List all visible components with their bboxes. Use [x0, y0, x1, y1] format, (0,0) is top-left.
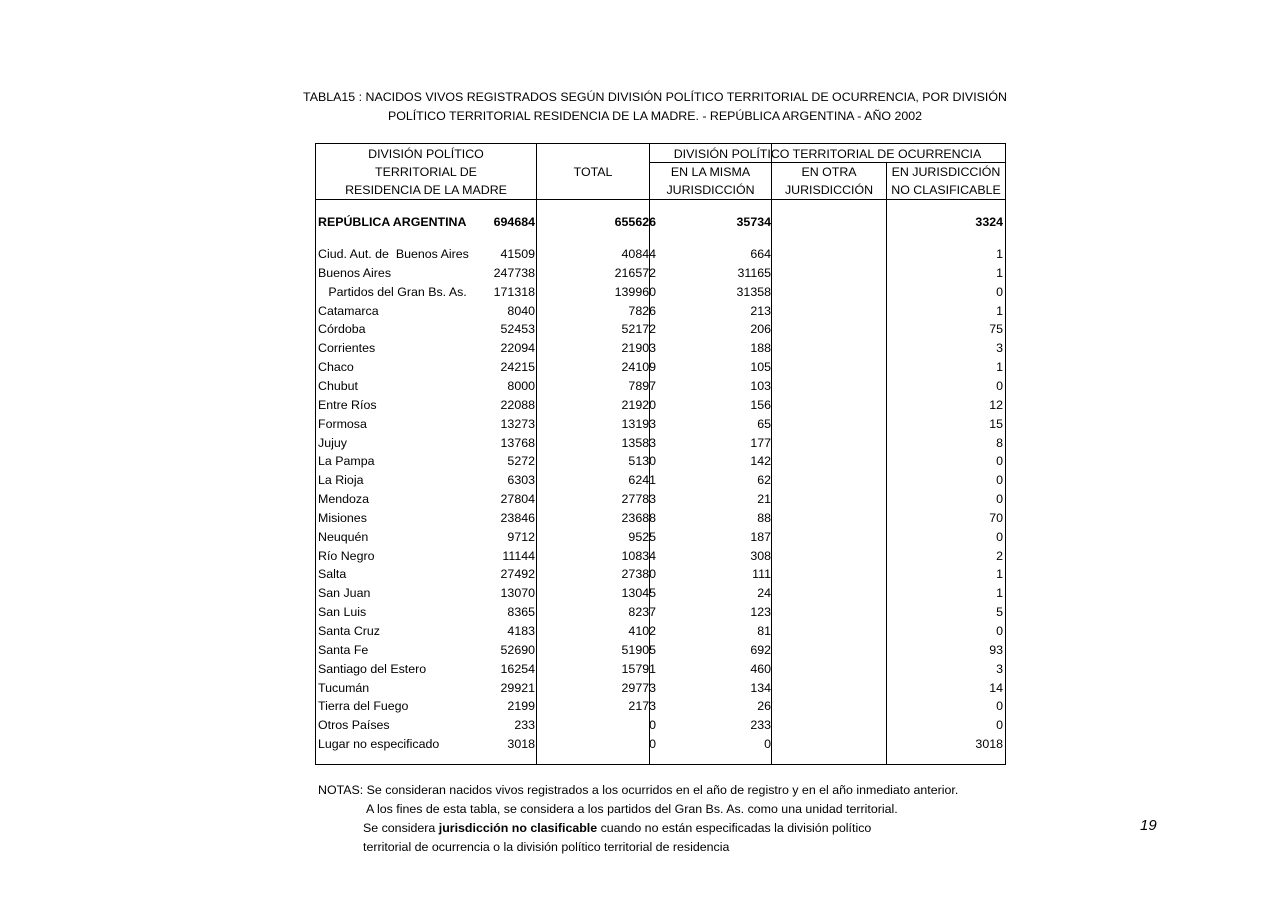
table-row — [316, 471, 1005, 490]
header-ocurrencia-group: DIVISIÓN POLÍTICO TERRITORIAL DE OCURRENCIA — [673, 147, 982, 161]
table-row — [316, 603, 1005, 622]
table-title — [290, 88, 1020, 126]
header-bottom-divider — [316, 199, 1005, 200]
table-row — [316, 528, 1005, 547]
cell-no-clasificable: 1 — [996, 567, 1003, 582]
cell-no-clasificable: 3018 — [975, 737, 1003, 752]
cell-total: 6303 — [507, 473, 535, 488]
table-row — [316, 622, 1005, 641]
cell-no-clasificable: 14 — [989, 680, 1003, 695]
table-row — [316, 565, 1005, 584]
cell-otra-jurisdiccion: 31165 — [737, 265, 771, 280]
cell-total: 13768 — [500, 435, 535, 450]
cell-misma-jurisdiccion: 0 — [649, 737, 656, 752]
total-row — [316, 213, 1005, 232]
cell-no-clasificable: 2 — [996, 548, 1003, 563]
cell-otra-jurisdiccion: 213 — [750, 303, 771, 318]
row-name: Mendoza — [318, 492, 369, 507]
cell-total: 4183 — [507, 624, 535, 638]
table-row — [316, 283, 1005, 302]
cell-otra-jurisdiccion: 188 — [750, 341, 771, 356]
cell-misma-jurisdiccion: 13583 — [621, 435, 656, 450]
cell-total: 22094 — [500, 341, 535, 356]
cell-misma-jurisdiccion: 5130 — [628, 454, 656, 469]
table-row — [316, 358, 1005, 377]
table-row — [316, 377, 1005, 396]
table-row — [316, 415, 1005, 434]
cell-total: 24215 — [500, 360, 535, 375]
cell-otra-jurisdiccion: 65 — [757, 416, 771, 431]
cell-otra-jurisdiccion: 103 — [750, 378, 771, 393]
table-row — [316, 509, 1005, 528]
cell-total: 694684 — [493, 215, 535, 229]
cell-total: 5272 — [507, 454, 535, 469]
cell-otra-jurisdiccion: 31358 — [736, 284, 771, 299]
cell-total: 13273 — [500, 416, 535, 431]
cell-no-clasificable: 1 — [996, 360, 1003, 375]
row-name: San Luis — [318, 605, 367, 620]
cell-total: 247738 — [493, 265, 535, 280]
cell-total: 3018 — [507, 737, 535, 752]
cell-misma-jurisdiccion: 7826 — [628, 303, 656, 318]
cell-otra-jurisdiccion: 692 — [750, 642, 771, 657]
cell-total: 11144 — [502, 548, 535, 563]
row-name: Otros Países — [318, 718, 390, 733]
cell-misma-jurisdiccion: 13045 — [621, 586, 656, 601]
header-residence: DIVISIÓN POLÍTICO TERRITORIAL DE RESIDENCIA DE LA MADRE — [345, 147, 507, 197]
table-row — [316, 339, 1005, 358]
cell-otra-jurisdiccion: 308 — [750, 548, 771, 563]
cell-otra-jurisdiccion: 62 — [757, 473, 771, 488]
cell-misma-jurisdiccion: 52172 — [621, 322, 656, 337]
row-name: REPÚBLICA ARGENTINA — [318, 215, 467, 229]
row-name: Tucumán — [318, 680, 370, 695]
cell-no-clasificable: 1 — [996, 586, 1003, 601]
cell-otra-jurisdiccion: 142 — [750, 454, 771, 469]
cell-total: 29921 — [500, 680, 535, 695]
table-row — [316, 264, 1005, 283]
table-row — [316, 452, 1005, 471]
cell-no-clasificable: 8 — [996, 435, 1003, 450]
cell-otra-jurisdiccion: 233 — [750, 718, 771, 733]
header-otra-jurisdiccion: EN OTRA JURISDICCIÓN — [784, 165, 874, 197]
table-row — [316, 434, 1005, 453]
cell-total: 52690 — [500, 642, 535, 657]
cell-no-clasificable: 3324 — [975, 215, 1003, 229]
cell-otra-jurisdiccion: 88 — [757, 510, 771, 525]
cell-no-clasificable: 1 — [996, 247, 1003, 261]
cell-no-clasificable: 0 — [996, 624, 1003, 638]
row-name: Corrientes — [318, 341, 376, 356]
cell-total: 8040 — [507, 303, 535, 318]
page-number: 19 — [1140, 817, 1157, 834]
cell-total: 9712 — [507, 529, 535, 544]
cell-otra-jurisdiccion: 664 — [750, 247, 771, 261]
table-row — [316, 716, 1005, 735]
cell-misma-jurisdiccion: 9525 — [628, 529, 656, 544]
cell-no-clasificable: 75 — [989, 322, 1003, 337]
row-name: Partidos del Gran Bs. As. — [318, 284, 467, 299]
cell-total: 16254 — [500, 661, 535, 676]
cell-otra-jurisdiccion: 156 — [750, 397, 771, 412]
cell-misma-jurisdiccion: 13193 — [621, 416, 656, 431]
data-table — [315, 143, 1006, 765]
row-name: Buenos Aires — [318, 265, 392, 280]
row-name: Santiago del Estero — [318, 661, 427, 676]
cell-otra-jurisdiccion: 35734 — [736, 215, 771, 229]
row-name: Santa Cruz — [318, 624, 380, 638]
cell-total: 27492 — [500, 567, 535, 582]
table-row — [316, 735, 1005, 754]
row-name: La Pampa — [318, 454, 375, 469]
row-name: Formosa — [318, 416, 367, 431]
note-line-2: A los fines de esta tabla, se considera a los partidos del Gran Bs. As. como una unidad territorial. — [366, 802, 898, 816]
cell-misma-jurisdiccion: 2173 — [628, 699, 656, 714]
title-line-2: POLÍTICO TERRITORIAL RESIDENCIA DE LA MADRE. - REPÚBLICA ARGENTINA - AÑO 2002 — [387, 109, 923, 123]
table-row — [316, 679, 1005, 698]
cell-otra-jurisdiccion: 134 — [750, 680, 771, 695]
row-name: Córdoba — [318, 322, 366, 337]
cell-misma-jurisdiccion: 216572 — [614, 265, 656, 280]
header-no-clasificable: EN JURISDICCIÓN NO CLASIFICABLE — [891, 165, 1001, 197]
row-name: Misiones — [318, 510, 367, 525]
row-name: Tierra del Fuego — [318, 699, 409, 714]
cell-misma-jurisdiccion: 29773 — [621, 680, 656, 695]
cell-no-clasificable: 0 — [996, 529, 1003, 544]
note-line-1: NOTAS: Se consideran nacidos vivos registrados a los ocurridos en el año de registro y en el año inmediato anterior. — [318, 783, 959, 797]
cell-otra-jurisdiccion: 26 — [757, 699, 771, 714]
cell-otra-jurisdiccion: 187 — [750, 529, 771, 544]
header-misma-jurisdiccion: EN LA MISMA JURISDICCIÓN — [666, 165, 755, 197]
row-name: Chubut — [318, 378, 358, 393]
cell-total: 22088 — [500, 397, 535, 412]
note-line-4: territorial de ocurrencia o la división político territorial de residencia — [363, 840, 730, 854]
note-line-3: Se considera jurisdicción no clasificable cuando no están especificadas la división político — [363, 821, 872, 835]
table-row — [316, 396, 1005, 415]
cell-misma-jurisdiccion: 21903 — [621, 341, 656, 356]
row-name: Santa Fe — [318, 642, 369, 657]
cell-otra-jurisdiccion: 24 — [757, 586, 771, 601]
row-name: Neuquén — [318, 529, 369, 544]
cell-total: 13070 — [500, 586, 535, 601]
cell-no-clasificable: 0 — [996, 378, 1003, 393]
cell-otra-jurisdiccion: 206 — [750, 322, 771, 337]
cell-misma-jurisdiccion: 4102 — [628, 624, 656, 638]
row-name: Jujuy — [318, 435, 347, 450]
cell-total: 52453 — [500, 322, 535, 337]
cell-no-clasificable: 15 — [989, 416, 1003, 431]
cell-no-clasificable: 93 — [989, 642, 1003, 657]
row-name: San Juan — [318, 586, 371, 601]
row-name: Lugar no especificado — [318, 737, 440, 752]
cell-misma-jurisdiccion: 8237 — [628, 605, 656, 620]
cell-misma-jurisdiccion: 6241 — [628, 473, 656, 488]
cell-misma-jurisdiccion: 24109 — [621, 360, 656, 375]
cell-no-clasificable: 0 — [996, 492, 1003, 507]
row-name: Salta — [318, 567, 347, 582]
table-row — [316, 584, 1005, 603]
cell-misma-jurisdiccion: 655626 — [614, 215, 656, 229]
header-total: TOTAL — [573, 165, 613, 179]
cell-misma-jurisdiccion: 21920 — [621, 397, 656, 412]
cell-total: 27804 — [500, 492, 535, 507]
table-row — [316, 641, 1005, 660]
cell-otra-jurisdiccion: 0 — [764, 737, 771, 752]
row-name: Ciud. Aut. de Buenos Aires — [318, 247, 469, 261]
cell-no-clasificable: 0 — [996, 284, 1003, 299]
cell-no-clasificable: 1 — [996, 265, 1003, 280]
cell-otra-jurisdiccion: 177 — [750, 435, 771, 450]
cell-misma-jurisdiccion: 139960 — [614, 284, 656, 299]
cell-total: 41509 — [500, 247, 535, 261]
cell-otra-jurisdiccion: 460 — [750, 661, 771, 676]
table-row — [316, 490, 1005, 509]
cell-misma-jurisdiccion: 15791 — [621, 661, 656, 676]
cell-total: 233 — [514, 718, 535, 733]
table-row — [316, 302, 1005, 321]
row-name: Catamarca — [318, 303, 379, 318]
cell-misma-jurisdiccion: 27380 — [621, 567, 656, 582]
row-name: Chaco — [318, 360, 354, 375]
cell-misma-jurisdiccion: 27783 — [621, 492, 656, 507]
cell-otra-jurisdiccion: 123 — [750, 605, 771, 620]
cell-no-clasificable: 0 — [996, 699, 1003, 714]
cell-otra-jurisdiccion: 111 — [752, 567, 771, 582]
cell-no-clasificable: 0 — [996, 473, 1003, 488]
cell-misma-jurisdiccion: 7897 — [628, 378, 656, 393]
table-row — [316, 547, 1005, 566]
cell-misma-jurisdiccion: 10834 — [621, 548, 656, 563]
cell-misma-jurisdiccion: 40844 — [621, 247, 656, 261]
notes — [318, 781, 958, 857]
cell-no-clasificable: 1 — [996, 303, 1003, 318]
table-row — [316, 660, 1005, 679]
cell-no-clasificable: 12 — [989, 397, 1003, 412]
cell-no-clasificable: 0 — [996, 718, 1003, 733]
row-name: Entre Ríos — [318, 397, 377, 412]
cell-otra-jurisdiccion: 21 — [757, 492, 771, 507]
title-line-1: TABLA15 : NACIDOS VIVOS REGISTRADOS SEGÚN DIVISIÓN POLÍTICO TERRITORIAL DE OCURRENCIA, POR DIVISIÓN — [303, 90, 1007, 104]
cell-no-clasificable: 3 — [996, 341, 1003, 356]
cell-no-clasificable: 0 — [996, 454, 1003, 469]
cell-total: 171318 — [493, 284, 535, 299]
cell-total: 8000 — [507, 378, 535, 393]
cell-no-clasificable: 5 — [996, 605, 1003, 620]
cell-total: 23846 — [500, 510, 535, 525]
cell-otra-jurisdiccion: 81 — [757, 624, 771, 638]
row-name: Río Negro — [318, 548, 375, 563]
table-row — [316, 245, 1005, 264]
table-row — [316, 697, 1005, 716]
row-name: La Rioja — [318, 473, 364, 488]
cell-misma-jurisdiccion: 0 — [649, 718, 656, 733]
cell-no-clasificable: 70 — [989, 510, 1003, 525]
cell-total: 2199 — [507, 699, 535, 714]
cell-misma-jurisdiccion: 51905 — [621, 642, 656, 657]
cell-no-clasificable: 3 — [996, 661, 1003, 676]
cell-otra-jurisdiccion: 105 — [750, 360, 771, 375]
cell-total: 8365 — [507, 605, 535, 620]
cell-misma-jurisdiccion: 23688 — [621, 510, 656, 525]
table-row — [316, 320, 1005, 339]
